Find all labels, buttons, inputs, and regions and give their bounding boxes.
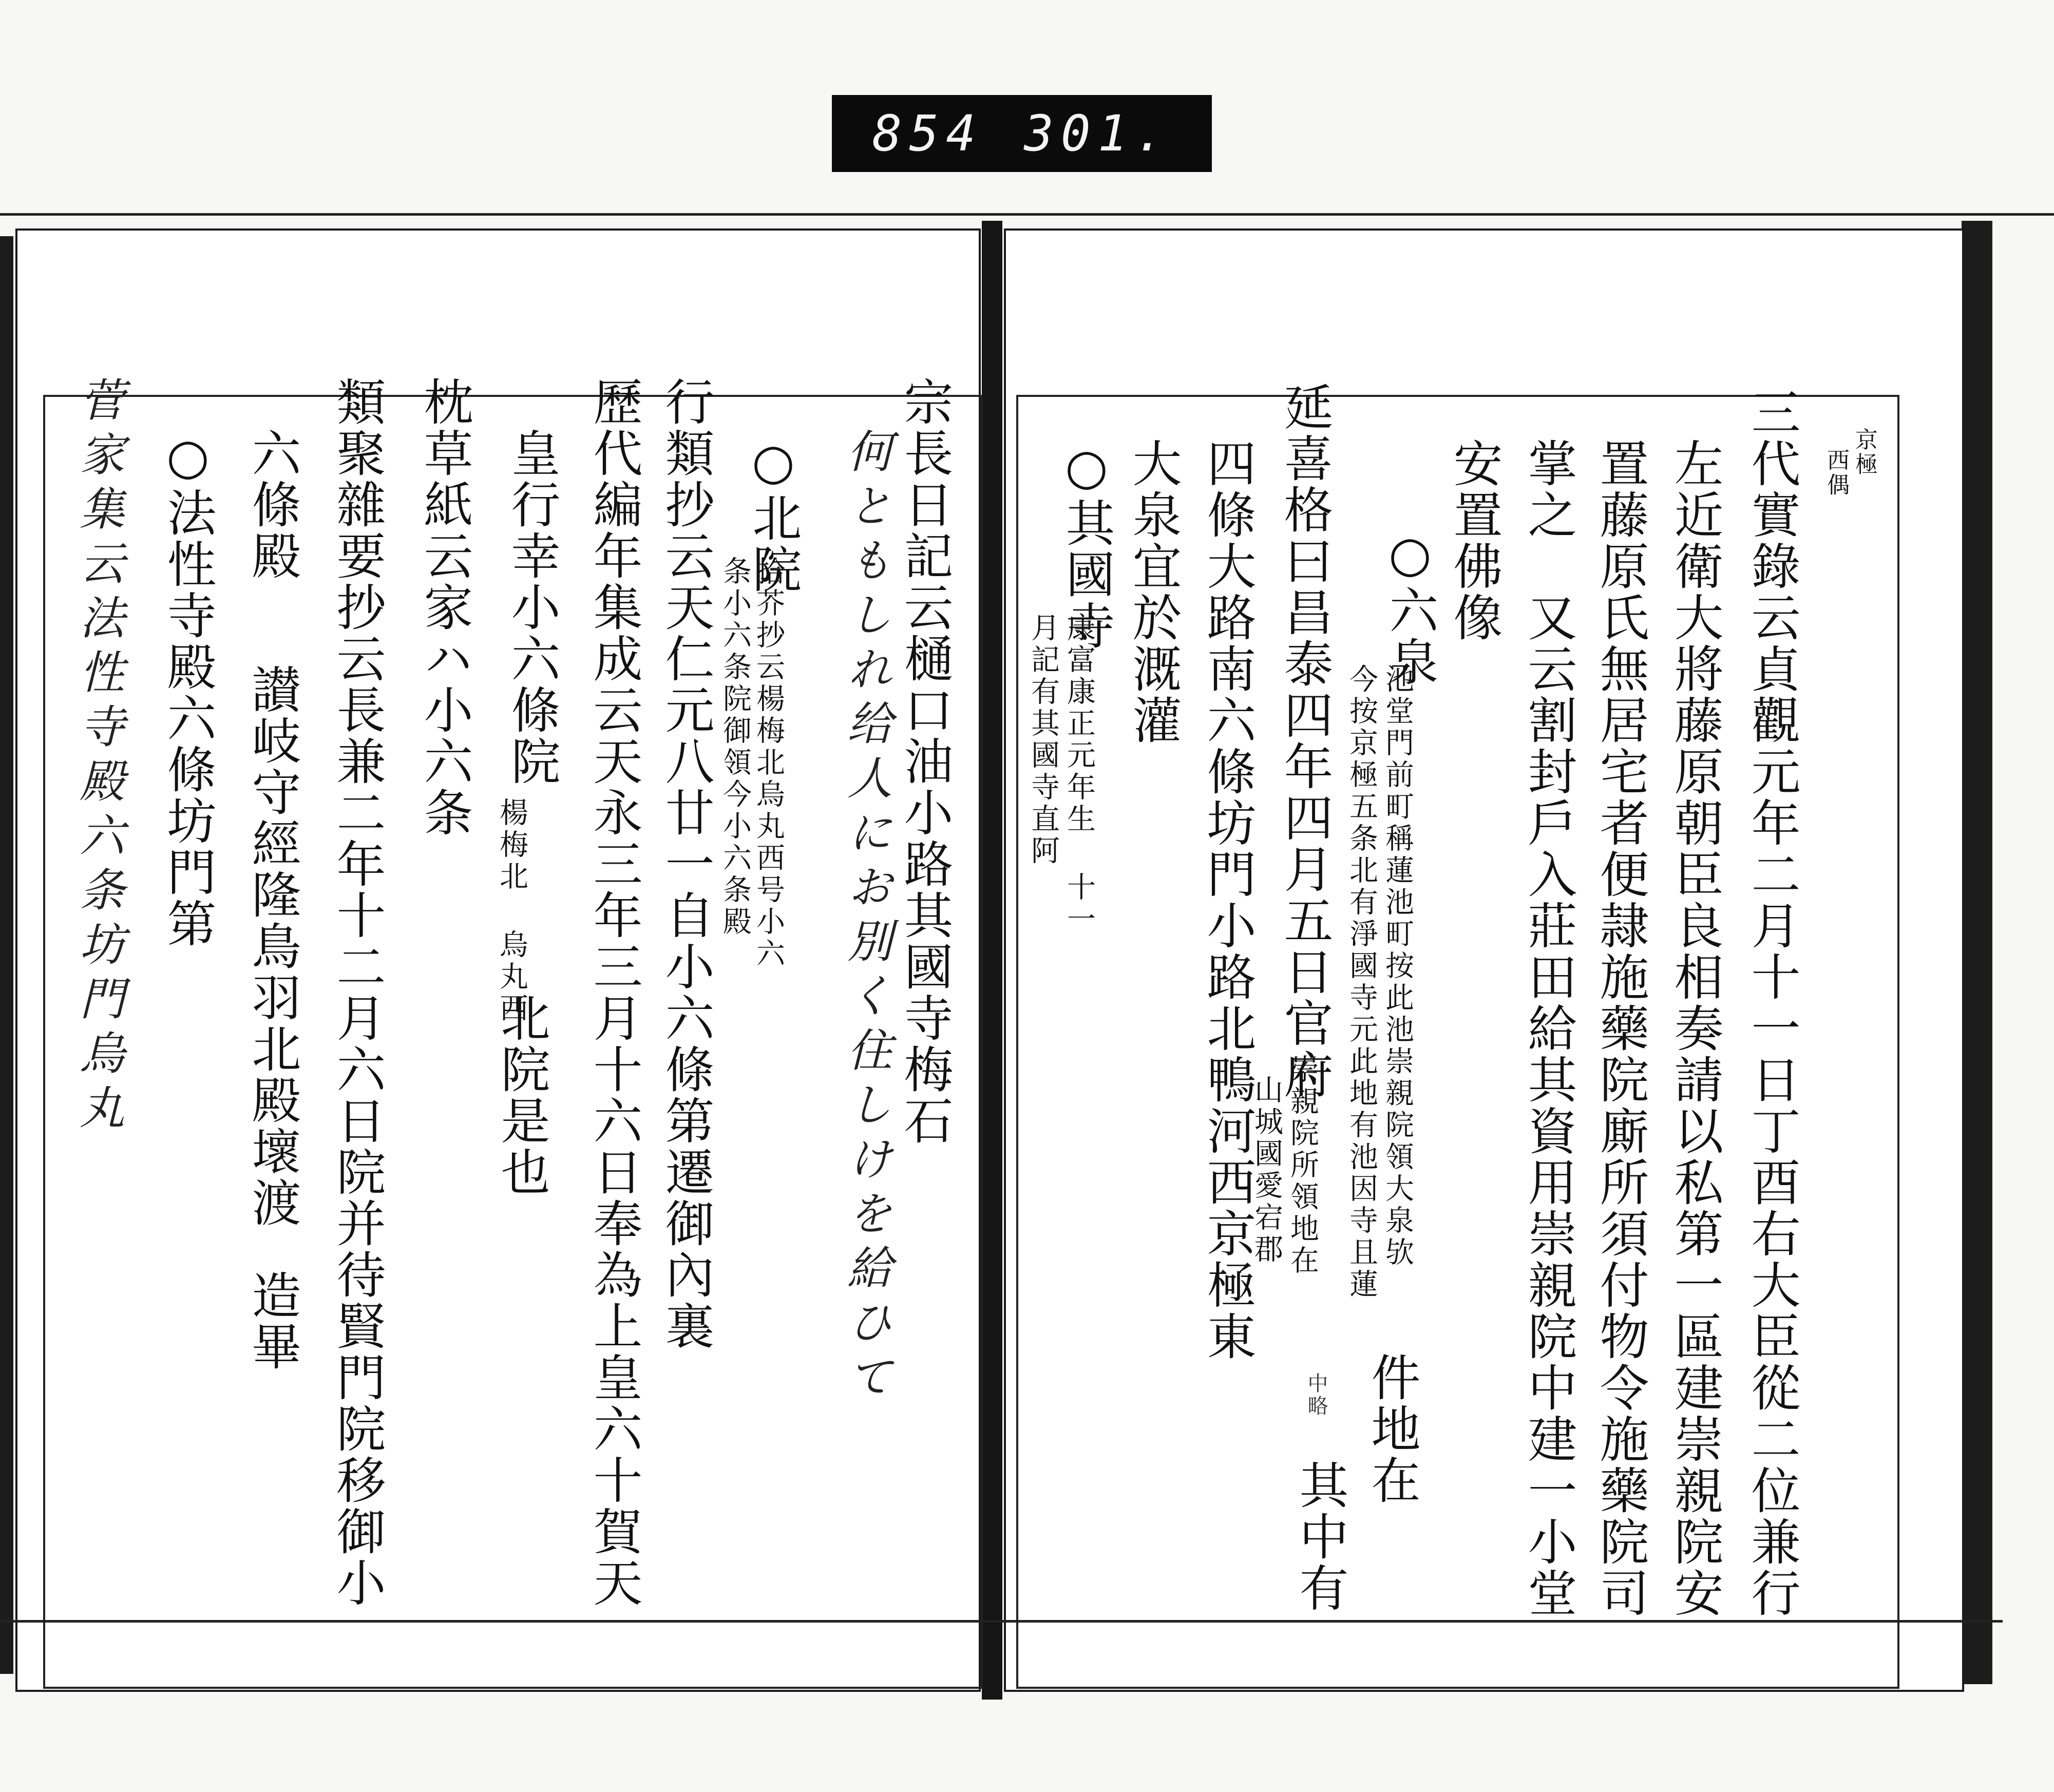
right-col-3: 掌之 又云割封戶入莊田給其資用崇親院中建一小堂 <box>1520 438 1577 1619</box>
catalog-label <box>832 95 1212 172</box>
left-cursive-line: 何ともしれ给人にお別く住しけを給ひて <box>840 428 893 1407</box>
left-col-13: 造畢 <box>244 1270 301 1372</box>
left-col-14: ○法性寺殿六條坊門第 <box>159 428 217 949</box>
left-col-11: 六條殿 <box>244 428 301 582</box>
catalog-label-right: 301. <box>1024 105 1172 162</box>
right-col-5: ○六泉 <box>1381 525 1439 688</box>
left-col-0: 宗長日記云樋口油小路其國寺梅石 <box>896 376 954 1147</box>
right-col-10: 山城國愛宕郡 <box>1250 1075 1283 1266</box>
left-page-frame <box>43 376 983 1689</box>
right-col-1: 左近衛大將藤原朝臣良相奏請以私第一區建崇親院安 <box>1666 438 1724 1619</box>
catalog-label-left: 854 <box>872 105 983 162</box>
right-col-16: ○其國寺 <box>1058 438 1115 652</box>
left-col-15: 菅家集云法性寺殿六条坊門烏丸 <box>72 376 125 1138</box>
left-book-edge <box>0 236 13 1674</box>
left-col-6: 皇行幸小六條院 <box>503 428 561 787</box>
right-col-15: 大泉宜於溉灌 <box>1125 438 1182 746</box>
right-header-0: 京極 <box>1851 428 1877 477</box>
right-page-frame <box>1016 382 1899 1689</box>
right-col-8: 延喜格曰昌泰四年四月五日官府 <box>1276 382 1334 1100</box>
right-col-9: 崇親院所領地在 <box>1286 1054 1319 1277</box>
left-col-8: 北院是也 <box>493 993 550 1198</box>
left-col-4: 行類抄云天仁元八廿一自小六條第遷御內裏 <box>657 376 715 1352</box>
right-col-17: 康富康正元年生 十一 <box>1062 613 1096 936</box>
right-header-1: 西偶 <box>1823 448 1849 498</box>
right-col-2: 置藤原氏無居宅者便隷施藥院廝所須付物令施藥院司 <box>1592 438 1649 1619</box>
left-col-10: 類聚雜要抄云長兼二年十二月六日院并待賢門院移御小 <box>329 376 386 1609</box>
right-col-0: 三代實錄云貞觀元年二月十一日丁酉右大臣從二位兼行 <box>1743 387 1801 1619</box>
right-col-11: 四條大路南六條坊門小路北鴨河西京極東 <box>1199 438 1257 1362</box>
left-col-1: ○北院 <box>745 433 802 595</box>
left-col-5: 歷代編年集成云天永三年三月十六日奉為上皇六十賀天 <box>585 376 643 1609</box>
book-top-edge <box>0 213 2054 216</box>
right-col-18: 月記有其國寺直阿 <box>1026 613 1060 867</box>
right-col-4: 安置佛像 <box>1446 438 1503 643</box>
right-col-13: 件地在 <box>1363 1352 1421 1506</box>
right-col-7: 今按京極五条北有淨國寺元此地有池因寺且蓮 <box>1345 664 1378 1301</box>
book-gutter <box>982 221 1002 1700</box>
right-col-6: 池堂門前町稱蓮池町按此池崇親院領大泉欤 <box>1381 664 1414 1269</box>
right-col-12: 中略 <box>1304 1372 1328 1418</box>
right-book-edge <box>1962 221 1992 1684</box>
left-col-7: 楊梅北 烏丸西 <box>495 797 528 1025</box>
left-col-2: 拾芥抄云楊梅北烏丸西号小六 <box>752 556 785 970</box>
bottom-rule <box>0 1620 2003 1623</box>
left-col-12: 讃岐守經隆鳥羽北殿壞渡 <box>244 664 301 1229</box>
left-col-9: 枕草紙云家ハ小六条 <box>416 376 473 838</box>
left-page <box>15 228 981 1692</box>
left-col-3: 条小六条院御領今小六条殿 <box>718 556 752 938</box>
right-page <box>1004 228 1964 1692</box>
right-col-14: 其中有 <box>1291 1460 1349 1614</box>
